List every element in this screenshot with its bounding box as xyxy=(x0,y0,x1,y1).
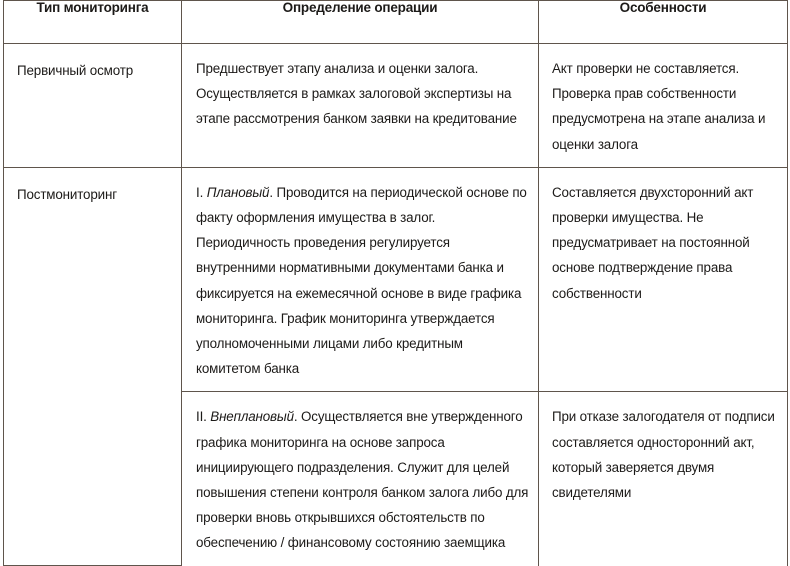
cell-type-postmonitoring xyxy=(4,167,182,565)
cell-features-unplanned xyxy=(539,392,788,566)
cell-definition-planned-text xyxy=(182,168,538,392)
cell-features-primary xyxy=(539,44,788,168)
column-header-type xyxy=(4,1,182,44)
monitoring-types-table xyxy=(3,0,788,566)
cell-type-primary xyxy=(4,44,182,168)
cell-features-planned xyxy=(539,167,788,392)
table-header-row xyxy=(4,1,788,44)
table-row xyxy=(4,167,788,392)
term-unplanned: Внеплановый xyxy=(210,409,294,425)
cell-features-planned-text: Составляется двухсторонний акт проверки имущества. Не предусматривает на постоянной основе подтверждение права собственности xyxy=(552,184,754,301)
column-header-definition xyxy=(182,1,539,44)
table-header xyxy=(4,1,788,44)
enum-marker-unplanned: II. xyxy=(196,409,211,425)
cell-definition-primary-text: Предшествует этапу анализа и оценки залога. Осуществляется в рамках залоговой экспертизы на этапе рассмотрения банком заявки на кредитование xyxy=(196,61,517,127)
cell-definition-primary xyxy=(182,44,539,168)
column-header-definition-label: Определение операции xyxy=(282,0,438,15)
table-body xyxy=(4,44,788,566)
term-planned: Плановый xyxy=(206,184,270,200)
table-row xyxy=(4,44,788,168)
cell-definition-unplanned-body: . Осуществляется вне утвержденного графика мониторинга на основе запроса инициирующего подразделения. Служит для целей повышения степени контроля банком залога либо для проверки вновь открывшихся обстоятельств по обеспечению / финансовому состоянию заемщика xyxy=(196,409,529,551)
cell-definition-planned xyxy=(182,167,539,392)
column-header-features xyxy=(539,1,788,44)
column-header-type-label: Тип мониторинга xyxy=(36,0,149,15)
cell-definition-planned-body: . Проводится на периодической основе по факту оформления имущества в залог. Периодичность проведения регулируется внутренними нормативными документами банка и фиксируется на ежемесячной основе в виде графика мониторинга. График мониторинга утверждается уполномоченными лицами либо кредитным комитетом банка xyxy=(196,184,527,377)
column-header-features-label: Особенности xyxy=(619,0,707,15)
cell-type-primary-text: Первичный осмотр xyxy=(17,63,133,78)
cell-definition-unplanned xyxy=(182,392,539,566)
enum-marker-planned: I. xyxy=(196,184,207,200)
cell-definition-unplanned-text xyxy=(182,392,538,565)
cell-type-postmonitoring-text: Постмониторинг xyxy=(17,186,117,202)
cell-features-primary-text: Акт проверки не составляется. Проверка прав собственности предусмотрена на этапе анализа и оценки залога xyxy=(552,61,766,152)
cell-features-unplanned-text: При отказе залогодателя от подписи составляется односторонний акт, который заверяется двумя свидетелями xyxy=(552,409,775,501)
